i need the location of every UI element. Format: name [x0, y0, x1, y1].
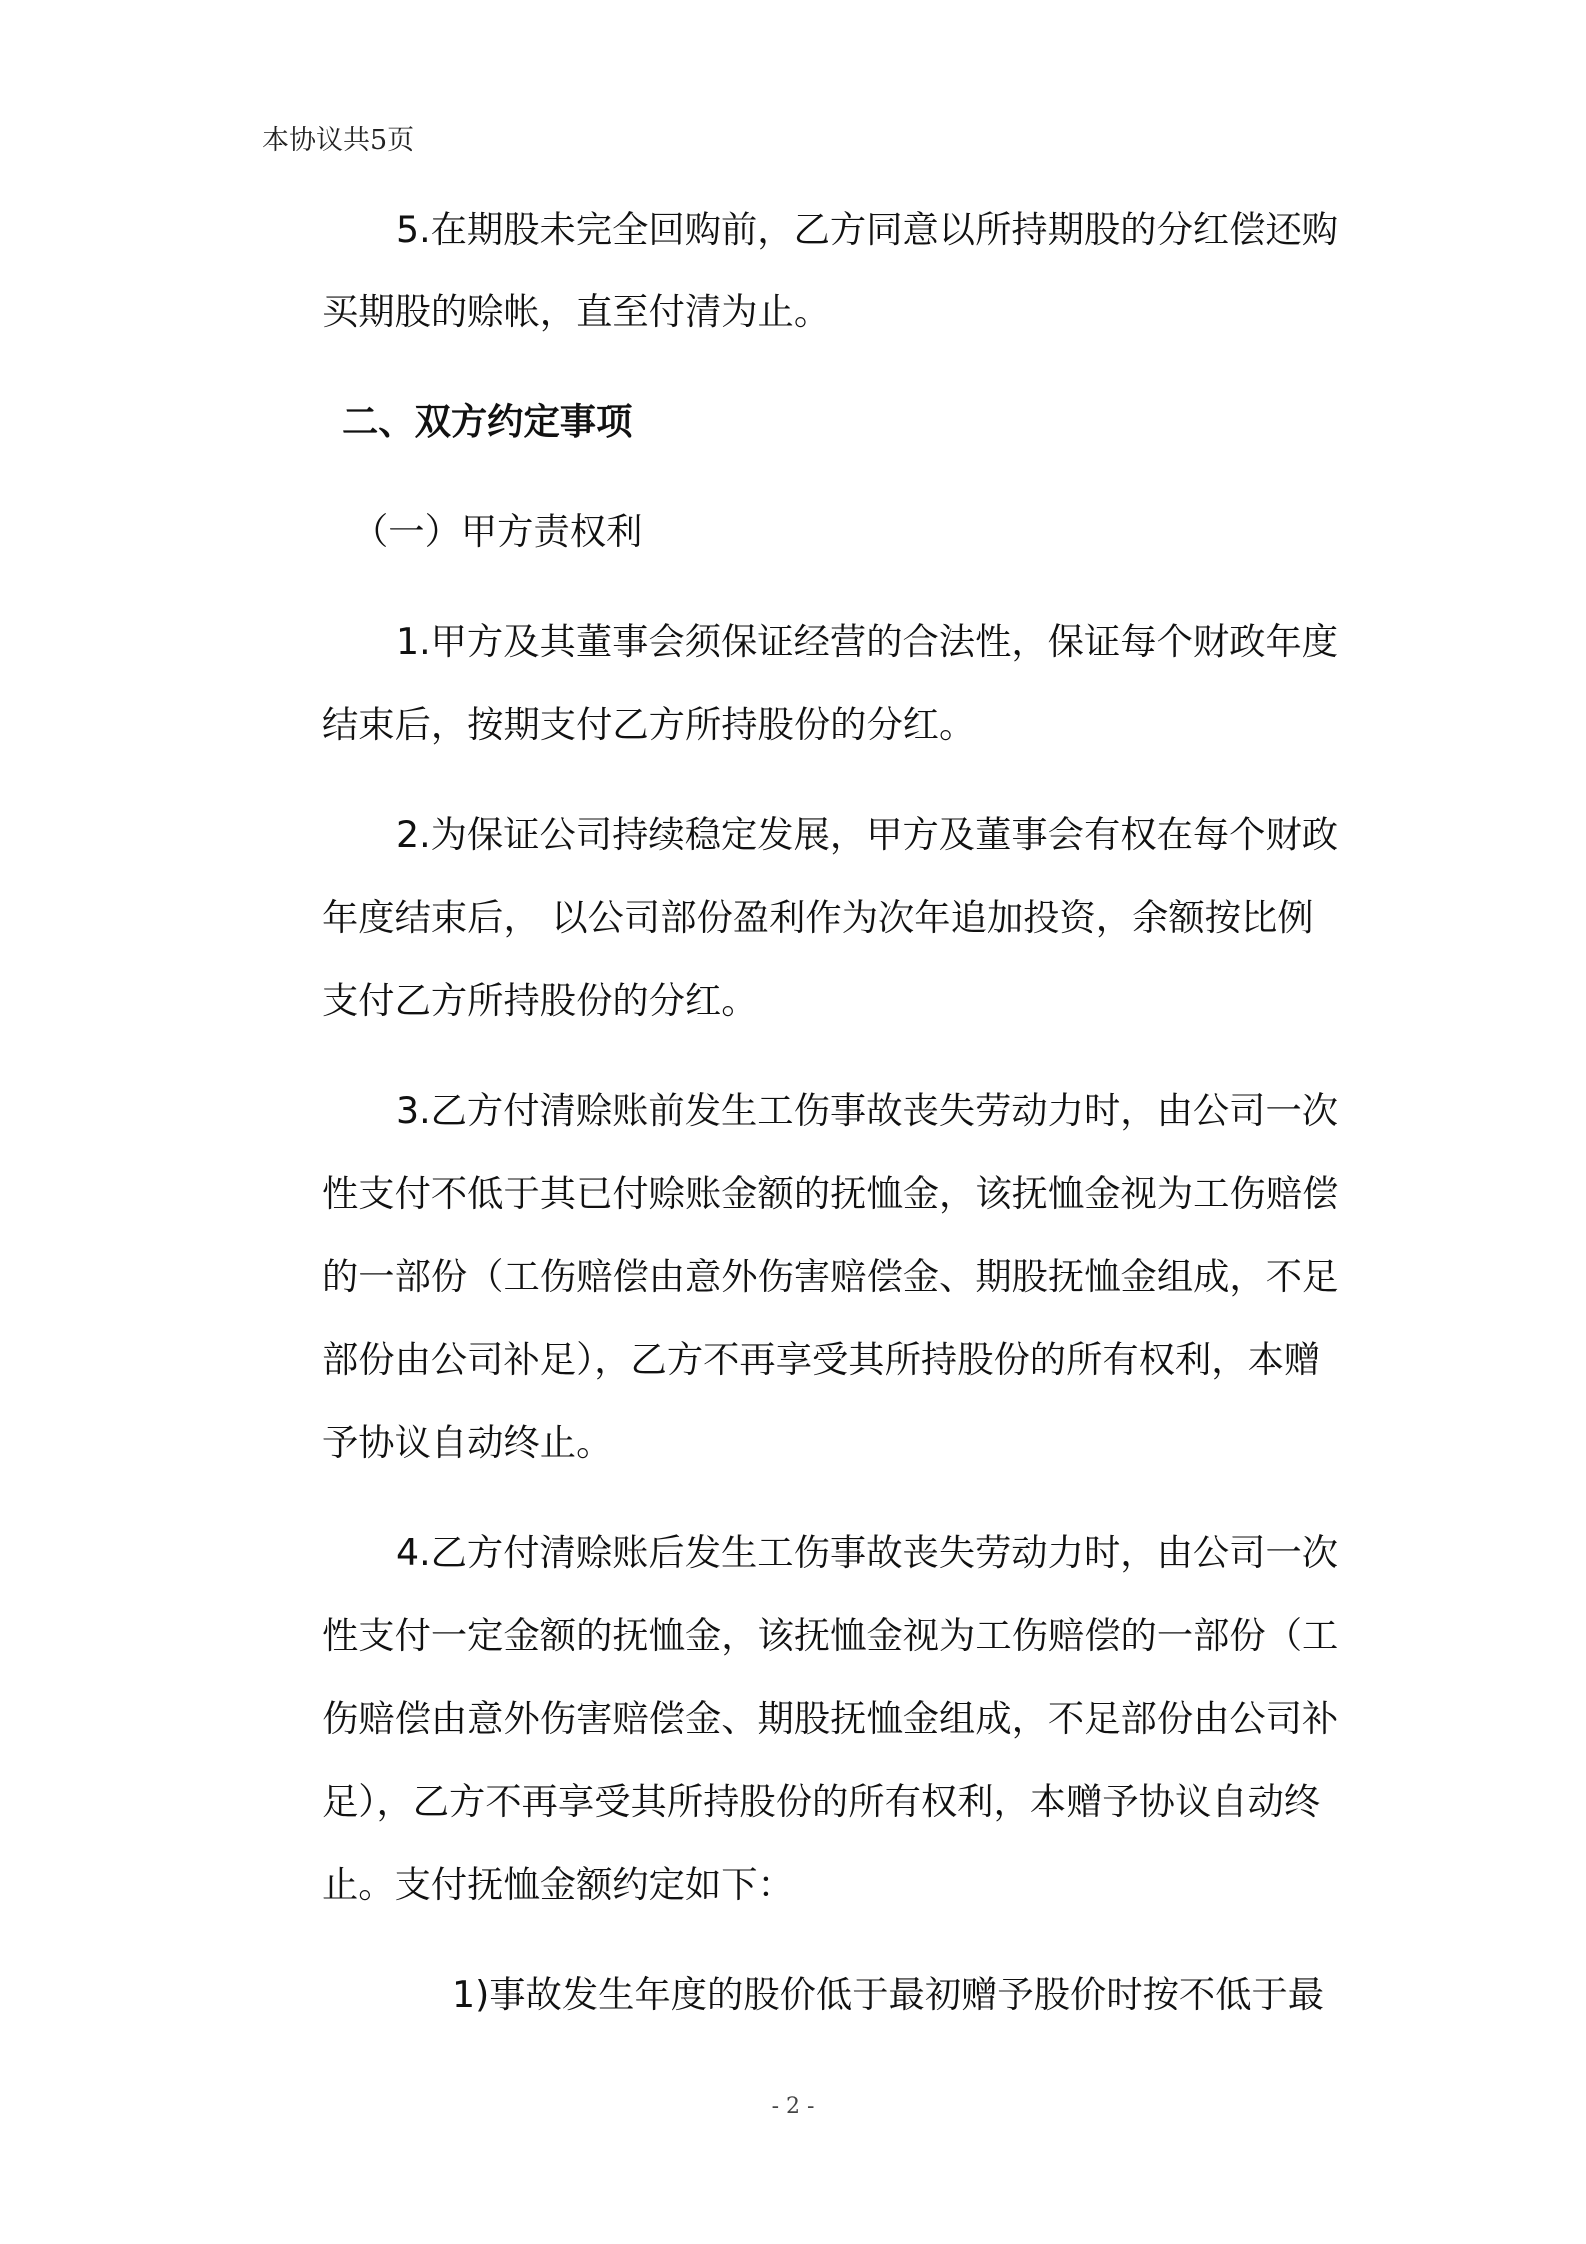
clause-1-line-1: 1.甲方及其董事会须保证经营的合法性，保证每个财政年度 [396, 620, 1339, 663]
clause-3-line-1: 3.乙方付清赊账前发生工伤事故丧失劳动力时，由公司一次 [396, 1089, 1339, 1132]
clause-5-line-1: 5.在期股未完全回购前，乙方同意以所持期股的分红偿还购 [396, 208, 1339, 251]
clause-2-line-1: 2.为保证公司持续稳定发展，甲方及董事会有权在每个财政 [396, 813, 1339, 856]
clause-2-line-2: 年度结束后， 以公司部份盈利作为次年追加投资，余额按比例 [322, 896, 1314, 939]
page-header: 本协议共5页 [262, 125, 415, 156]
subsection-heading: （一）甲方责权利 [352, 510, 643, 553]
sub-item-1-line-1: 1)事故发生年度的股价低于最初赠予股价时按不低于最 [452, 1973, 1325, 2016]
clause-3-line-2: 性支付不低于其已付赊账金额的抚恤金，该抚恤金视为工伤赔偿 [322, 1172, 1339, 1215]
clause-4-line-5: 止。支付抚恤金额约定如下： [322, 1863, 794, 1906]
section-heading: 二、双方约定事项 [342, 400, 633, 443]
clause-4-line-1: 4.乙方付清赊账后发生工伤事故丧失劳动力时，由公司一次 [396, 1531, 1339, 1574]
clause-2-line-3: 支付乙方所持股份的分红。 [322, 979, 758, 1022]
clause-3-line-3: 的一部份（工伤赔偿由意外伤害赔偿金、期股抚恤金组成，不足 [322, 1255, 1339, 1298]
clause-5-line-2: 买期股的赊帐，直至付清为止。 [322, 290, 831, 333]
clause-4-line-3: 伤赔偿由意外伤害赔偿金、期股抚恤金组成，不足部份由公司补 [322, 1697, 1339, 1740]
clause-1-line-2: 结束后，按期支付乙方所持股份的分红。 [322, 703, 976, 746]
clause-3-line-4: 部份由公司补足），乙方不再享受其所持股份的所有权利，本赠 [322, 1338, 1321, 1381]
page-number: - 2 - [771, 2094, 815, 2119]
clause-4-line-4: 足），乙方不再享受其所持股份的所有权利，本赠予协议自动终 [322, 1780, 1321, 1823]
clause-3-line-5: 予协议自动终止。 [322, 1421, 613, 1464]
clause-4-line-2: 性支付一定金额的抚恤金，该抚恤金视为工伤赔偿的一部份（工 [322, 1614, 1339, 1657]
